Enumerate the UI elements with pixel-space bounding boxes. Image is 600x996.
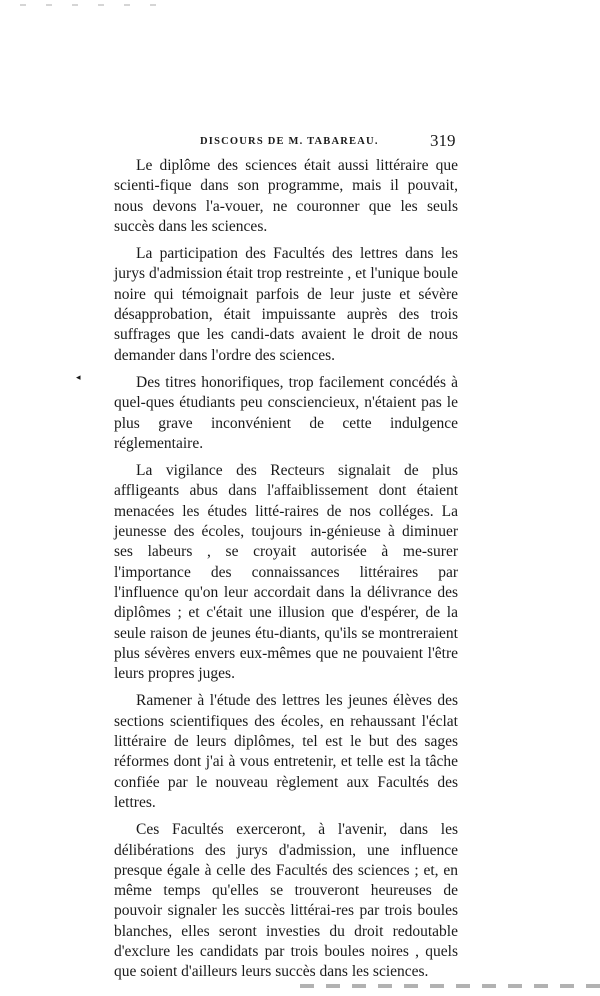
running-title: DISCOURS DE M. TABAREAU. [200, 136, 379, 147]
paragraph-4: La vigilance des Recteurs signalait de plus affligeants abus dans l'affaiblissement dont étaient menacées les études litté-raires de nos colléges. La jeunesse des écoles, toujours in-génieuse à diminuer ses labeurs , se croyait autorisée à me-surer l'importance des connaissances littéraires par l'influence qu'on leur accordait dans la délivrance des diplômes ; et c'était une illusion que d'espérer, de la seule raison de jeunes étu-diants, qu'ils se montreraient plus sévères envers eux-mêmes que ne pouvaient l'être leurs propres juges. [114, 462, 458, 683]
scan-artifact-bottom [300, 984, 600, 988]
scan-artifact-top [20, 4, 170, 6]
paragraph-3: Des titres honorifiques, trop facilement concédés à quel-ques étudiants peu consciencieux, n'étaient pas le plus grave inconvénient de cette indulgence réglementaire. [114, 373, 458, 452]
paragraph-2: La participation des Facultés des lettres dans les jurys d'admission était trop restreinte , et l'unique boule noire qui témoignait parfois de leur juste et sévère désapprobation, était impuissante auprès des trois suffrages que les candi-dats avaient le droit de nous demander dans l'ordre des sciences. [114, 245, 458, 364]
page-number: 319 [430, 131, 456, 150]
margin-arrow-icon: ◂ [76, 372, 81, 382]
body-text [114, 156, 458, 990]
paragraph-5: Ramener à l'étude des lettres les jeunes élèves des sections scientifiques des écoles, en rehaussant l'éclat littéraire de leurs diplômes, tel est le but des sages réformes dont j'ai à vous entretenir, et telle est la tâche confiée par le nouveau règlement aux Facultés des lettres. [114, 692, 458, 811]
paragraph-6: Ces Facultés exerceront, à l'avenir, dans les délibérations des jurys d'admission, une influence presque égale à celle des Facultés des sciences ; et, en même temps qu'elles se trouveront heureuses de pouvoir signaler les succès littérai-res par trois boules blanches, elles seront investies du droit redoutable d'exclure les candidats par trois boules noires , quels que soient d'ailleurs leurs succès dans les sciences. [114, 821, 458, 981]
paragraph-1: Le diplôme des sciences était aussi littéraire que scienti-fique dans son programme, mais il pouvait, nous devons l'a-vouer, ne couronner que les seuls succès dans les sciences. [114, 157, 458, 235]
